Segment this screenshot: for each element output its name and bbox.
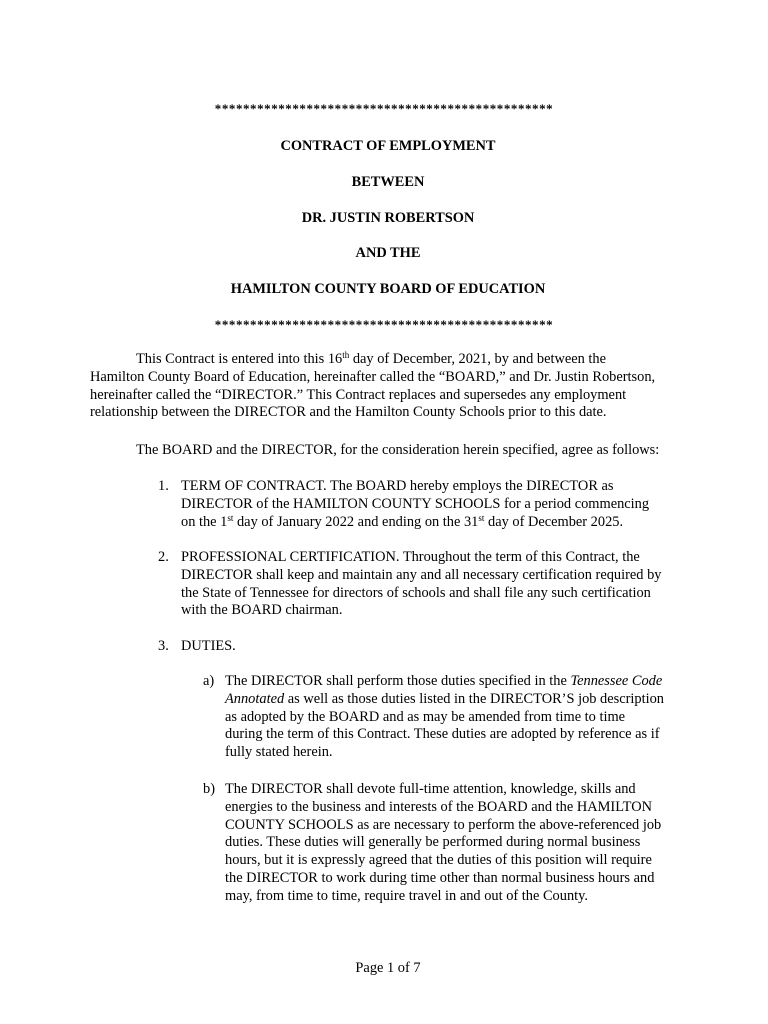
section-body: PROFESSIONAL CERTIFICATION. Throughout the term of this Contract, the DIRECTOR shall keep and maintain any and all necessary certification required by the State of Tennessee for directors of schools and shall file any such certification with the BOARD chairman. [181,549,662,619]
duty-letter: a) [203,673,215,689]
page-number: Page 1 of 7 [355,960,421,976]
between-heading: BETWEEN [351,174,425,190]
intro-paragraph [90,351,690,422]
star-divider-bottom: ************************************************ [214,317,554,332]
agreement-line: The BOARD and the DIRECTOR, for the consideration herein specified, agree as follows: [136,442,660,458]
contract-title: CONTRACT OF EMPLOYMENT [280,138,496,154]
agreement-paragraph [90,442,690,460]
section-number: 1. [158,478,169,494]
intro-line-4: relationship between the DIRECTOR and the Hamilton County Schools prior to this date. [90,404,607,421]
and-the-heading: AND THE [355,245,421,261]
intro-line-1: This Contract is entered into this 16th day of December, 2021, by and between the [136,350,607,367]
section-number: 3. [158,638,169,654]
duty-body: The DIRECTOR shall devote full-time attention, knowledge, skills and energies to the business and interests of the BOARD and the HAMILTON COUNTY SCHOOLS as are necessary to perform the above-referenced job duties. These duties will generally be performed during normal business hours, but it is expressly agreed that the duties of this position will require the DIRECTOR to work during time other than normal business hours and may, from time to time, require travel in and out of the County. [225,781,662,904]
party-two-name: HAMILTON COUNTY BOARD OF EDUCATION [230,281,546,297]
duty-body: The DIRECTOR shall perform those duties specified in the Tennessee Code Annotated as well as those duties listed in the DIRECTOR’S job description as adopted by the BOARD and as may be amended from time to time during the term of this Contract. These duties are adopted by reference as if fully stated herein. [225,673,665,761]
section-title: DUTIES. [181,638,236,654]
section-body [181,638,721,656]
section-body: TERM OF CONTRACT. The BOARD hereby employs the DIRECTOR as DIRECTOR of the HAMILTON COUNTY SCHOOLS for a period commencing on the 1st day of January 2022 and ending on the 31st day of December 2025. [181,478,650,530]
intro-line-2: Hamilton County Board of Education, hereinafter called the “BOARD,” and Dr. Justin Robertson, [90,368,656,385]
party-one-name: DR. JUSTIN ROBERTSON [301,210,475,226]
duty-letter: b) [203,781,215,797]
intro-line-3: hereinafter called the “DIRECTOR.” This Contract replaces and supersedes any employment [90,386,627,403]
section-number: 2. [158,549,169,565]
star-divider-top: ************************************************ [214,101,554,116]
